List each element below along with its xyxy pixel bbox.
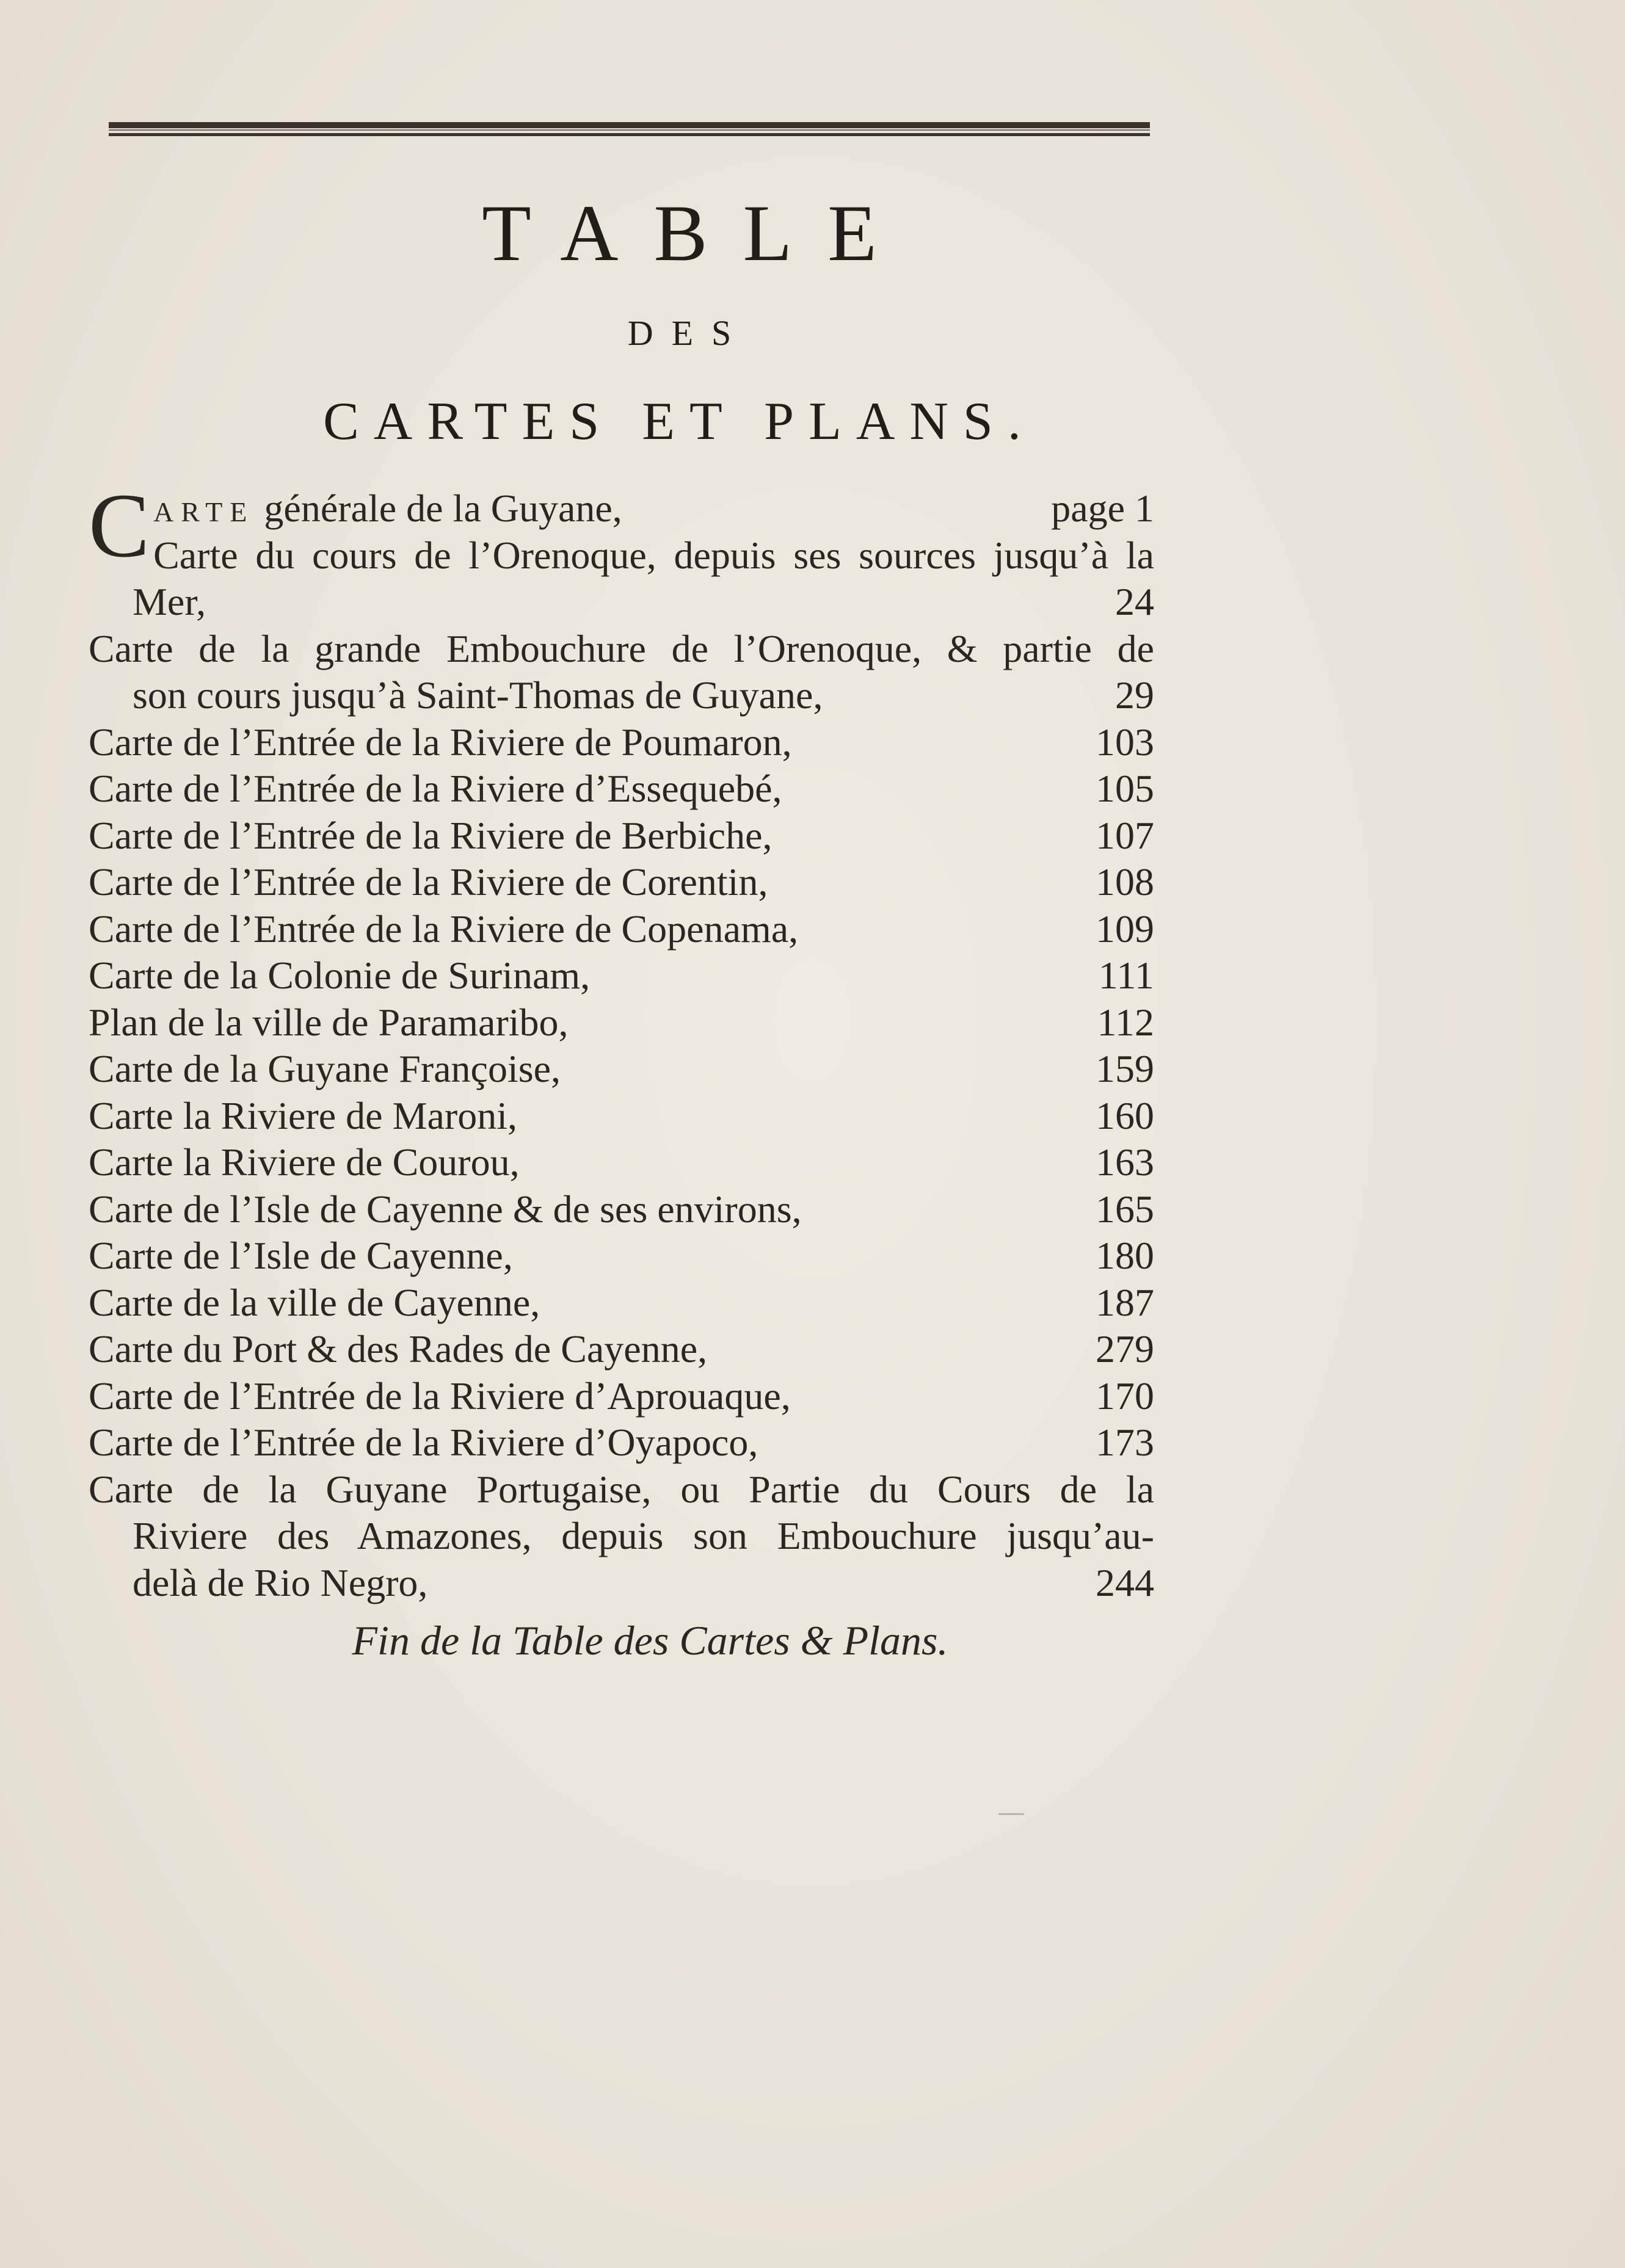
entry-row — [89, 859, 1154, 906]
entry-row — [89, 672, 1154, 719]
entry-row — [89, 1046, 1154, 1093]
page-number: 180 — [1096, 1234, 1154, 1277]
table-entry — [89, 999, 1154, 1046]
table-entry — [89, 719, 1154, 766]
entry-line: Carte du cours de l’Orenoque, depuis ses sources jusqu’à la — [153, 533, 1154, 577]
entry-title: Carte de l’Isle de Cayenne & de ses environs, — [89, 1187, 802, 1231]
table-entry — [89, 859, 1154, 906]
page-title: TABLE — [482, 188, 912, 278]
entry-title: Carte de l’Entrée de la Riviere d’Oyapoco, — [89, 1421, 758, 1464]
page-number: 109 — [1096, 907, 1154, 951]
entry-title: Carte la Riviere de Maroni, — [89, 1093, 517, 1137]
page-subtitle-des: DES — [627, 313, 750, 353]
entry-row — [89, 1186, 1154, 1233]
page-number: 159 — [1096, 1047, 1154, 1090]
entry-line: Carte de la grande Embouchure de l’Orenoque, & partie de — [89, 626, 1154, 670]
entry-title: Carte de l’Entrée de la Riviere de Poumaron, — [89, 720, 792, 764]
page-number: 160 — [1096, 1093, 1154, 1137]
page-number: 108 — [1096, 860, 1154, 904]
entry-row — [89, 1093, 1154, 1140]
table-of-maps — [89, 475, 1154, 1606]
entry-row — [89, 813, 1154, 860]
entry-row — [89, 1280, 1154, 1327]
decorative-dash — [998, 1813, 1024, 1815]
table-entry — [89, 626, 1154, 719]
entry-row — [89, 1419, 1154, 1466]
top-rule — [109, 122, 1150, 128]
entry-row — [89, 766, 1154, 813]
table-entry — [89, 1186, 1154, 1233]
entry-row — [89, 1326, 1154, 1373]
page-number: page 1 — [1051, 487, 1154, 530]
table-entry — [89, 1139, 1154, 1186]
table-entry — [89, 813, 1154, 860]
page-number: 24 — [1115, 580, 1154, 623]
top-rule-thin — [109, 129, 1150, 131]
table-entry — [89, 1233, 1154, 1280]
page-number: 112 — [1097, 1000, 1154, 1044]
table-entry — [89, 1093, 1154, 1140]
page-number: 103 — [1096, 720, 1154, 764]
entry-title: delà de Rio Negro, — [133, 1560, 428, 1604]
page-number: 279 — [1096, 1327, 1154, 1371]
table-entry — [89, 952, 1154, 999]
entry-row — [89, 1560, 1154, 1607]
entry-title: Carte de la ville de Cayenne, — [89, 1280, 540, 1324]
entry-line: Riviere des Amazones, depuis son Embouchure jusqu’au- — [133, 1514, 1154, 1557]
entry-title: Carte de la Guyane Françoise, — [89, 1047, 561, 1090]
entry-title: Carte de l’Entrée de la Riviere de Berbiche, — [89, 813, 773, 857]
drop-cap: C — [89, 475, 150, 576]
table-entry — [89, 1466, 1154, 1607]
entry-row — [89, 999, 1154, 1046]
entry-row — [89, 1139, 1154, 1186]
entry-title: Carte de l’Entrée de la Riviere de Copenama, — [89, 907, 799, 951]
entry-title: Carte de l’Entrée de la Riviere de Corentin, — [89, 860, 768, 904]
page-subtitle-cartes: CARTES ET PLANS. — [323, 392, 1036, 451]
table-entry — [89, 1280, 1154, 1327]
page-number: 173 — [1096, 1421, 1154, 1464]
entry-title: Plan de la ville de Paramaribo, — [89, 1000, 569, 1044]
entry-title: Carte de l’Entrée de la Riviere d’Essequebé, — [89, 767, 782, 810]
entry-title: Carte de l’Isle de Cayenne, — [89, 1234, 513, 1277]
entry-row — [89, 952, 1154, 999]
top-rule-lower — [109, 133, 1150, 136]
page-number: 244 — [1096, 1560, 1154, 1604]
page-number: 165 — [1096, 1187, 1154, 1231]
page-number: 29 — [1115, 673, 1154, 717]
entry-title: Carte de l’Entrée de la Riviere d’Aprouaque, — [89, 1374, 791, 1418]
entry-lead-word: ARTE — [153, 496, 255, 527]
table-entry — [89, 532, 1154, 626]
table-entry — [89, 1419, 1154, 1466]
page-number: 163 — [1096, 1140, 1154, 1184]
entry-title: Mer, — [133, 580, 206, 623]
page-number: 187 — [1096, 1280, 1154, 1324]
page-number: 105 — [1096, 767, 1154, 810]
entry-row — [89, 906, 1154, 953]
entry-title: Carte du Port & des Rades de Cayenne, — [89, 1327, 708, 1371]
entry-title — [153, 485, 622, 536]
entry-line: Carte de la Guyane Portugaise, ou Partie du Cours de la — [89, 1467, 1154, 1511]
page-number: 170 — [1096, 1374, 1154, 1418]
entry-row — [89, 719, 1154, 766]
table-entry — [89, 1046, 1154, 1093]
entry-title: Carte de la Colonie de Surinam, — [89, 954, 591, 997]
table-entry — [89, 1326, 1154, 1373]
entry-text: générale de la Guyane, — [264, 487, 622, 530]
entry-row — [89, 1373, 1154, 1420]
page-number: 107 — [1096, 813, 1154, 857]
entry-row — [153, 485, 1154, 532]
entry-title: son cours jusqu’à Saint-Thomas de Guyane, — [133, 673, 823, 717]
page-number: 111 — [1098, 954, 1154, 997]
entry-row — [89, 579, 1154, 626]
entry-title: Carte la Riviere de Courou, — [89, 1140, 520, 1184]
table-end-note: Fin de la Table des Cartes & Plans. — [352, 1617, 948, 1664]
table-entry — [89, 906, 1154, 953]
table-entry — [89, 1373, 1154, 1420]
entry-row — [89, 1233, 1154, 1280]
table-entry — [89, 766, 1154, 813]
